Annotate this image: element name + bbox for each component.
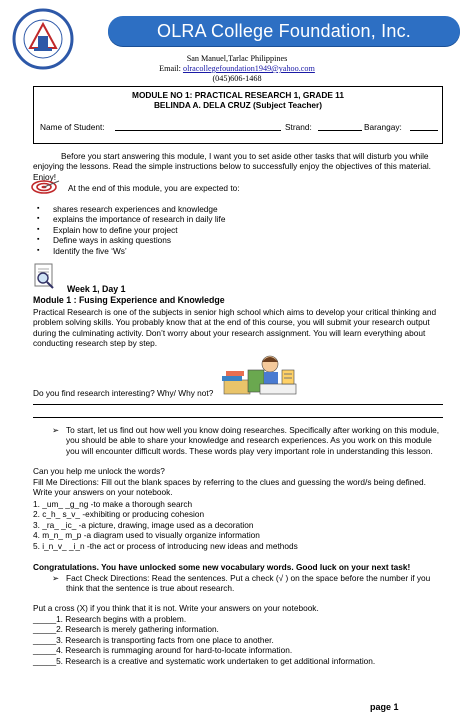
- address: San Manuel,Tarlac Philippines: [186, 54, 288, 63]
- module-title: MODULE NO 1: PRACTICAL RESEARCH 1, GRADE 11: [132, 90, 344, 100]
- org-banner: [108, 16, 460, 46]
- fact-item: _____4. Research is rummaging around for hard-to-locate information.: [33, 645, 293, 656]
- vocabulary-item: 2. c_h_ s_v_ -exhibiting or producing cohesion: [33, 509, 205, 520]
- objective-item: ▪ Identify the five ‘Ws’: [33, 246, 433, 256]
- fact-check-directions: Fact Check Directions: Read the sentences. Put a check (√ ) on the space before the number if you think that the sentence is true about research.: [66, 573, 431, 594]
- unlock-question: Can you help me unlock the words?: [33, 466, 165, 476]
- barangay-label: Barangay:: [364, 122, 402, 132]
- fill-directions: Fill Me Directions: Fill out the blank spaces by referring to the clues and guessing the word/s being defined. Write your answers on your notebook.: [33, 477, 426, 498]
- interest-question: Do you find research interesting? Why/ Why not?: [33, 388, 214, 398]
- email-label: Email:: [159, 64, 181, 73]
- vocabulary-item: 4. m_n_ m_p -a diagram used to visually organize information: [33, 530, 260, 541]
- lesson-paragraph: Practical Research is one of the subjects in senior high school which aims to develop your critical thinking and problem solving skills. You probably know that at the end of this course, you will submit your research output during the culminating activity. Don’t worry about your research assignment. You will learn everything about conducting research step by step.: [33, 307, 437, 349]
- teacher-name: BELINDA A. DELA CRUZ (Subject Teacher): [153, 100, 323, 110]
- objective-item: ▪ explains the importance of research in daily life: [33, 214, 433, 224]
- objective-item: ▪ Define ways in asking questions: [33, 235, 433, 245]
- fact-item: _____1. Research begins with a problem.: [33, 614, 187, 624]
- magnifier-document-icon: [33, 262, 57, 290]
- vocabulary-list: [33, 499, 445, 551]
- answer-line-2[interactable]: [33, 417, 443, 418]
- vocabulary-item: 1. _um_ _g_ng -to make a thorough search: [33, 499, 193, 509]
- objective-item: ▪ Explain how to define your project: [33, 225, 433, 235]
- email-link[interactable]: olracollegefoundation1949@yahoo.com: [182, 64, 315, 73]
- arrow-bullet-icon: ➢: [52, 573, 59, 583]
- activity-intro: To start, let us find out how well you know doing researches. Specifically after working on this module, you should be able to share your knowledge and research experiences. As you work on this module you will encounter difficult words. These words play very important role in understanding this lesson.: [66, 425, 440, 456]
- objective-item: ▪ shares research experiences and knowledge: [33, 204, 433, 214]
- arrow-bullet-icon: ➢: [52, 425, 59, 435]
- fact-item: _____5. Research is a creative and systematic work undertaken to get additional information.: [33, 655, 376, 666]
- fact-item: _____2. Research is merely gathering information.: [33, 624, 219, 635]
- page-number: page 1: [370, 702, 399, 712]
- fact-check-list: [33, 614, 445, 666]
- phone: (045)606-1468: [212, 74, 262, 83]
- student-name-field[interactable]: [115, 122, 281, 131]
- fact-item: _____3. Research is transporting facts from one place to another.: [33, 634, 274, 645]
- intro-paragraph: Before you start answering this module, I want you to set aside other tasks that will disturb you while enjoying the lessons. Read the simple instructions below to successfully enjoy the objectives of this material. Enjoy!: [33, 151, 431, 182]
- target-icon: [30, 180, 60, 194]
- vocabulary-item: 3. _ra_ _ic_ -a picture, drawing, image used as a decoration: [33, 519, 254, 530]
- module-heading: Module 1 : Fusing Experience and Knowledge: [33, 295, 225, 305]
- objectives-lead: At the end of this module, you are expected to:: [68, 183, 240, 193]
- vocabulary-item: 5. i_n_v_ _i_n -the act or process of introducing new ideas and methods: [33, 540, 298, 551]
- week-label: Week 1, Day 1: [67, 284, 126, 294]
- student-studying-illustration: [220, 350, 298, 398]
- answer-line-1[interactable]: [33, 404, 443, 405]
- student-name-label: Name of Student:: [40, 122, 105, 132]
- org-name: OLRA College Foundation, Inc.: [157, 21, 411, 41]
- strand-label: Strand:: [285, 122, 312, 132]
- congrats-text: Congratulations. You have unlocked some new vocabulary words. Good luck on your next task!: [33, 562, 411, 572]
- cross-instructions: Put a cross (X) if you think that it is not. Write your answers on your notebook.: [33, 603, 319, 613]
- barangay-field[interactable]: [410, 122, 438, 131]
- objectives-list: [33, 204, 433, 256]
- email-line: [0, 64, 474, 73]
- strand-field[interactable]: [318, 122, 362, 131]
